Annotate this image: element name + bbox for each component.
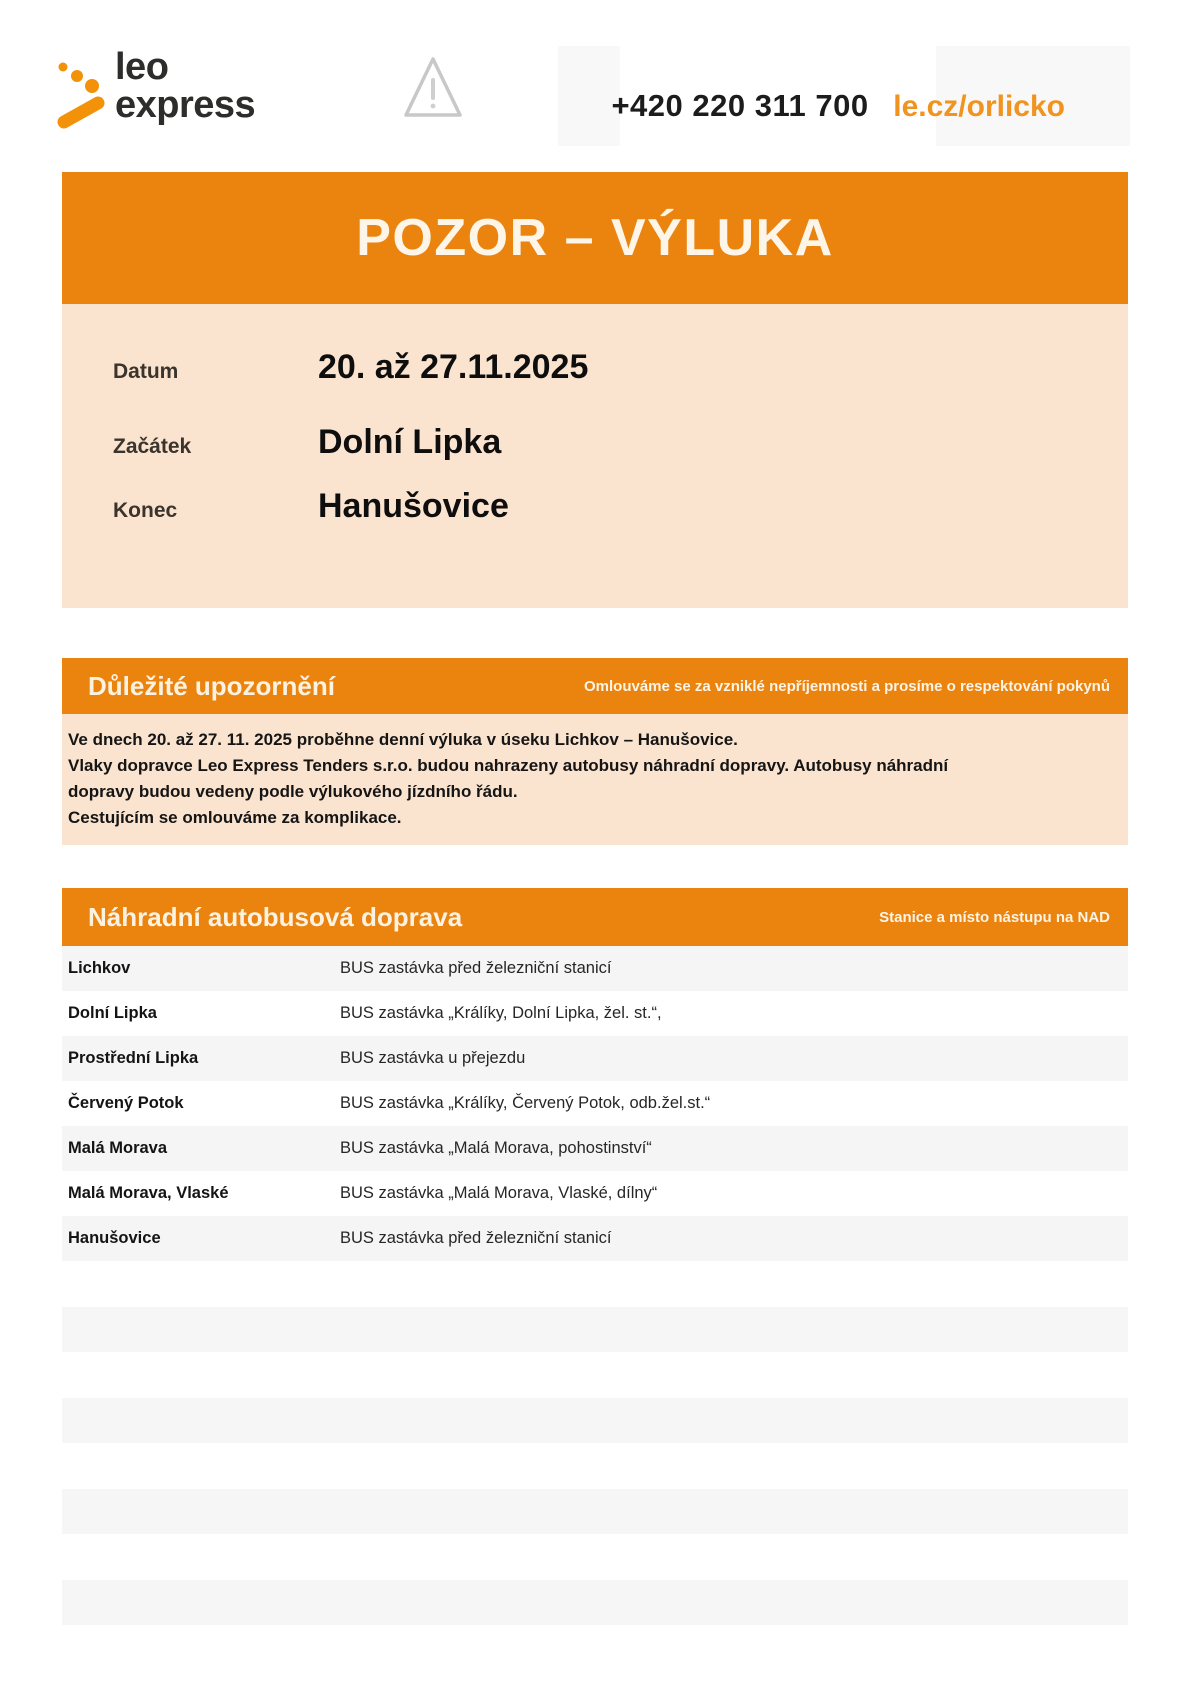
empty-row-stripe — [62, 1580, 1128, 1625]
station-name: Malá Morava, Vlaské — [68, 1184, 229, 1202]
station-name: Hanušovice — [68, 1229, 161, 1247]
info-row-start — [62, 423, 1128, 462]
station-name: Lichkov — [68, 959, 131, 977]
start-value: Dolní Lipka — [318, 423, 502, 461]
contact-phone-number: +420 220 311 700 — [611, 88, 869, 123]
table-row — [62, 946, 1128, 991]
logo-wordmark — [115, 48, 255, 124]
transport-table — [62, 946, 1128, 1261]
end-value: Hanušovice — [318, 487, 509, 525]
station-name: Červený Potok — [68, 1094, 184, 1112]
notice-line: Ve dnech 20. až 27. 11. 2025 proběhne denní výluka v úseku Lichkov – Hanušovice. — [68, 730, 738, 749]
empty-rows-area — [62, 1261, 1128, 1684]
start-label: Začátek — [113, 435, 192, 458]
end-label: Konec — [113, 499, 178, 522]
empty-row-stripe — [62, 1398, 1128, 1443]
table-row — [62, 1216, 1128, 1261]
logo-word-leo: leo — [115, 46, 169, 88]
notice-line: Vlaky dopravce Leo Express Tenders s.r.o. budou nahrazeny autobusy náhradní dopravy. Autobusy náhradní — [68, 756, 949, 775]
bus-transport-bar — [62, 888, 1128, 946]
stop-description: BUS zastávka „Králíky, Červený Potok, odb.žel.st.“ — [340, 1094, 711, 1112]
bus-bar-subtitle: Stanice a místo nástupu na NAD — [879, 908, 1110, 926]
station-name: Dolní Lipka — [68, 1004, 157, 1022]
stop-description: BUS zastávka „Malá Morava, pohostinství“ — [340, 1139, 652, 1157]
closure-info-box — [62, 304, 1128, 608]
notice-text-box — [62, 714, 1128, 845]
stop-description: BUS zastávka před železniční stanicí — [340, 1229, 612, 1247]
bus-bar-title: Náhradní autobusová doprava — [88, 901, 463, 932]
leo-express-logo-icon — [55, 58, 107, 134]
table-row — [62, 1171, 1128, 1216]
table-row — [62, 1036, 1128, 1081]
info-row-end — [62, 487, 1128, 526]
stop-description: BUS zastávka „Králíky, Dolní Lipka, žel. st.“, — [340, 1004, 662, 1022]
notice-bar-subtitle: Omlouváme se za vzniklé nepříjemnosti a prosíme o respektování pokynů — [583, 677, 1110, 695]
date-label: Datum — [113, 360, 179, 383]
website-link[interactable]: le.cz/orlicko — [893, 90, 1065, 123]
stop-description: BUS zastávka u přejezdu — [340, 1049, 526, 1067]
warning-triangle-icon — [402, 53, 464, 123]
alert-banner — [62, 172, 1128, 304]
table-row — [62, 1126, 1128, 1171]
station-name: Prostřední Lipka — [68, 1049, 199, 1067]
leo-express-logo — [55, 48, 255, 134]
date-value: 20. až 27.11.2025 — [318, 348, 589, 386]
logo-word-express: express — [115, 84, 256, 126]
table-row — [62, 1081, 1128, 1126]
station-name: Malá Morava — [68, 1139, 168, 1157]
notice-bar-title: Důležité upozornění — [88, 670, 335, 701]
important-notice-bar — [62, 658, 1128, 714]
notice-line: Cestujícím se omlouváme za komplikace. — [68, 808, 402, 827]
stop-description: BUS zastávka „Malá Morava, Vlaské, dílny“ — [340, 1184, 658, 1202]
empty-row-stripe — [62, 1489, 1128, 1534]
stop-description: BUS zastávka před železniční stanicí — [340, 959, 612, 977]
empty-row-stripe — [62, 1307, 1128, 1352]
table-row — [62, 991, 1128, 1036]
info-row-date — [62, 348, 1128, 387]
notice-line: dopravy budou vedeny podle výlukového jízdního řádu. — [68, 782, 518, 801]
alert-banner-title: POZOR – VÝLUKA — [356, 209, 834, 267]
